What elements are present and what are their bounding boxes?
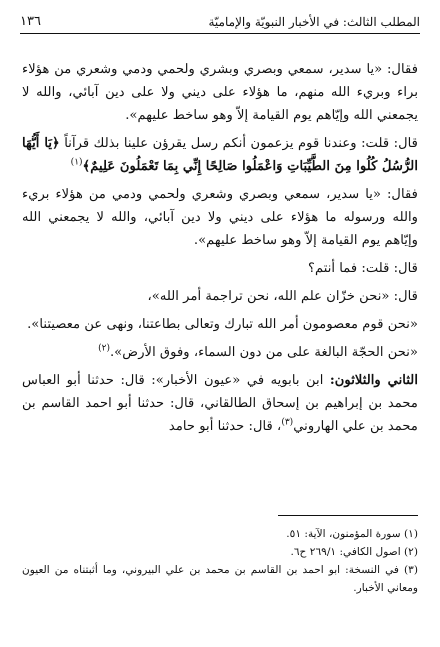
footnote-3: (٣) في النسخة: ابو احمد بن القاسم بن محمد بن علي البيروني، وما أثبتناه من العيون ومعاني الأخبار.	[22, 564, 418, 594]
footnote-ref-1[interactable]: (١)	[70, 157, 83, 168]
paragraph-8: الثاني والثلاثون: ابن بابويه في «عيون الأخبار»: قال: حدثنا أبو العباس محمد بن إبراهيم بن إسحاق الطالقاني، قال: حدثنا أبو احمد القاسم بن محمد بن علي الهاروني$^{(٣)}$، قال: حدثنا أبو حامد	[22, 373, 418, 434]
paragraph-4: قال: قلت: فما أنتم؟	[307, 261, 418, 276]
paragraph-1: فقال: «يا سدير، سمعي وبصري وبشري ولحمي ودمي وشعري من هؤلاء براء وبريء الله منهم، ما هؤلاء على ديني ولا على دين آبائي، والله لا يجمعني الله وإيّاهم يوم القيامة إلاّ وهو ساخط عليهم».	[22, 62, 418, 123]
paragraph-2: قال: قلت: وعندنا قوم يزعمون أنكم رسل يقرؤن علينا بذلك قرآناً ﴿يَا أَيُّهَا الرُّسُلُ كُلُوا مِنَ الطَّيِّبَاتِ وَاعْمَلُوا صَالِحًا إِنِّي بِمَا تَعْمَلُونَ عَلِيمٌ﴾$^{(١)}$	[22, 136, 418, 174]
footnote-2: (٢) اصول الكافي: ٢٦٩/١ ح٦.	[290, 546, 418, 558]
footnotes	[22, 525, 418, 597]
paragraph-7: «نحن الحجّة البالغة على من دون السماء، وفوق الأرض».$^{(٢)}$	[98, 343, 418, 360]
footnote-divider	[278, 515, 418, 516]
running-title: المطلب الثالث: في الأخبار النبويّة والإماميّة	[208, 15, 420, 29]
main-text	[22, 58, 418, 438]
page-header	[20, 14, 420, 34]
paragraph-3: فقال: «يا سدير، سمعي وبصري وشعري ولحمي ودمي من هؤلاء بريء والله ورسوله ما هؤلاء على ديني ولا دين آبائي، والله لا يجمعني الله وإيّاهم يوم القيامة إلاّ وهو ساخط عليهم».	[22, 187, 418, 248]
quran-verse: ﴿يَا أَيُّهَا الرُّسُلُ كُلُوا مِنَ الطَّيِّبَاتِ وَاعْمَلُوا صَالِحًا إِنِّي بِمَا تَعْمَلُونَ عَلِيمٌ﴾	[22, 136, 418, 174]
paragraph-6: «نحن قوم معصومون أمر الله تبارك وتعالى بطاعتنا، ونهى عن معصيتنا».	[27, 317, 418, 332]
section-lead: الثاني والثلاثون:	[329, 373, 418, 388]
footnote-ref-3[interactable]: (٣)	[281, 417, 294, 428]
footnote-ref-2[interactable]: (٢)	[98, 343, 110, 354]
footnote-1: (١) سورة المؤمنون، الآية: ٥١.	[286, 528, 418, 540]
page-number: ١٣٦	[20, 14, 41, 29]
paragraph-5: قال: «نحن خزّان علم الله، نحن تراجمة أمر الله»،	[147, 289, 418, 304]
